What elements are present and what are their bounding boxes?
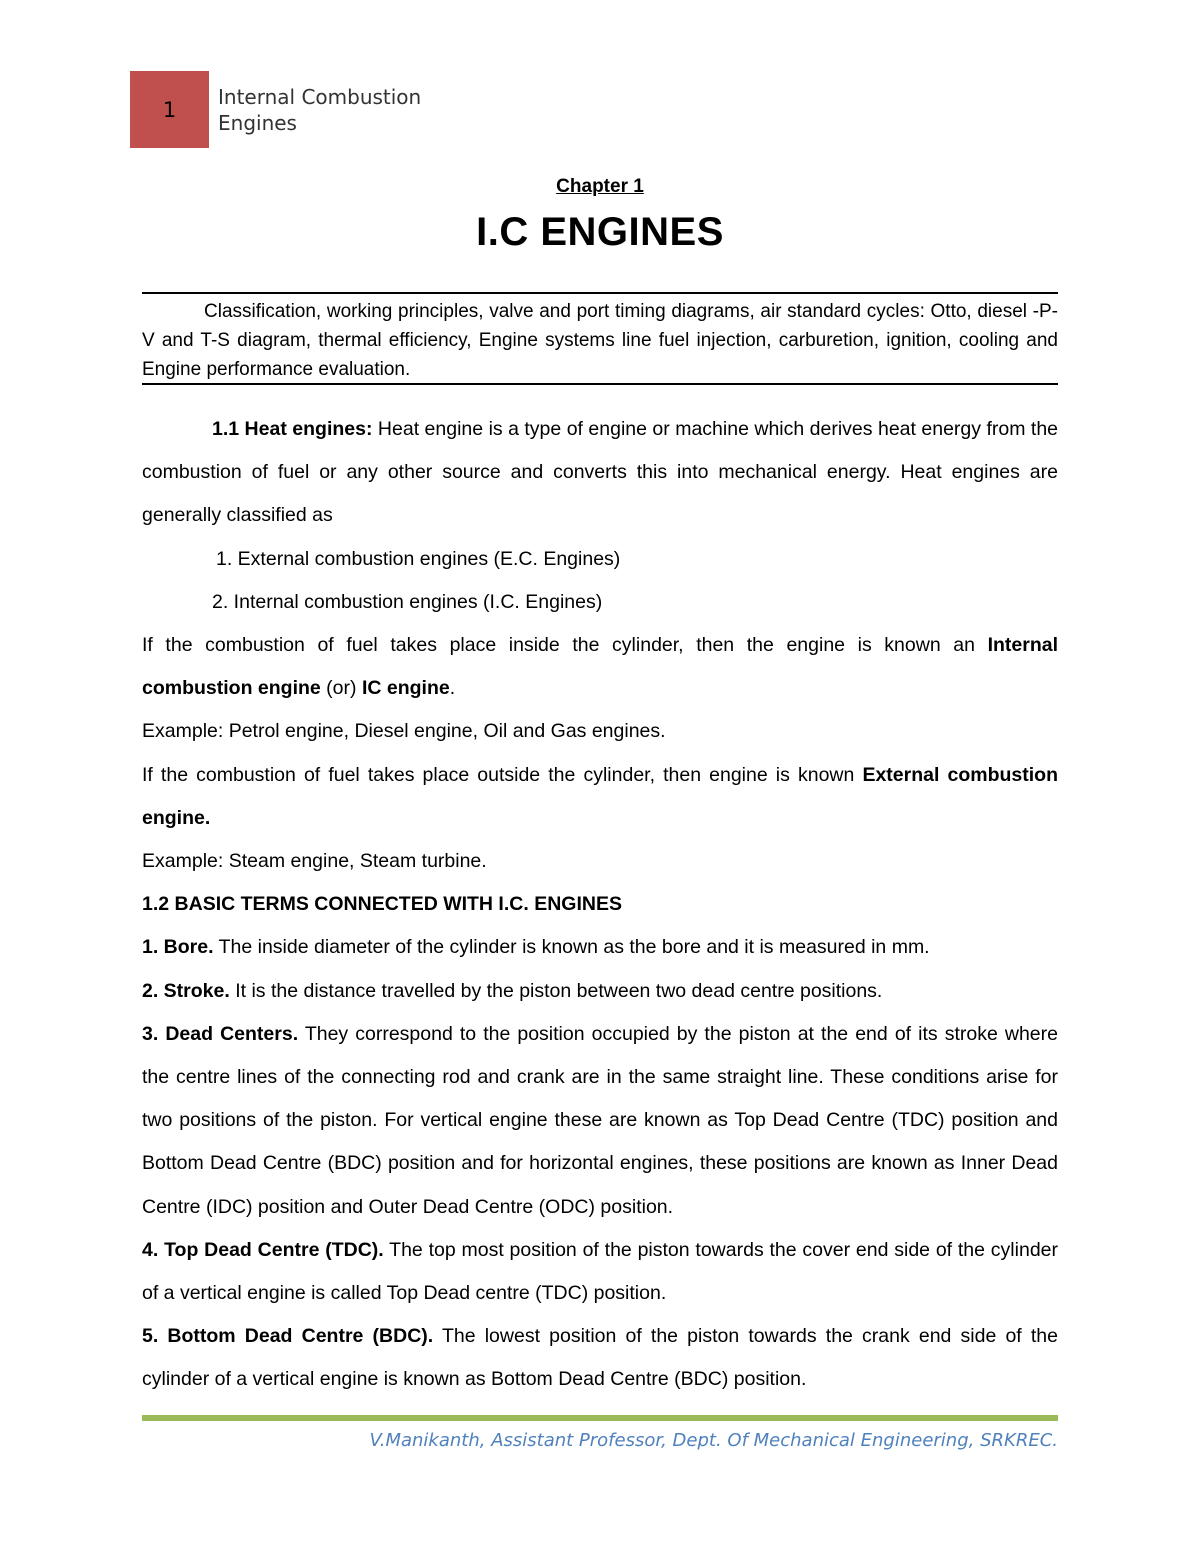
syllabus-summary: Classification, working principles, valve and port timing diagrams, air standard cycles: Otto, diesel -P-V and T-S diagram, thermal efficiency, Engine systems line fuel injection, carburetion, ignition, cooling and Engine performance evaluation. bbox=[142, 301, 1058, 380]
list-item: 1. External combustion engines (E.C. Engines) bbox=[216, 547, 621, 570]
term-label: 3. Dead Centers. bbox=[142, 1022, 299, 1045]
ec-definition-paragraph bbox=[142, 754, 1058, 840]
ic-example: Example: Petrol engine, Diesel engine, Oil and Gas engines. bbox=[142, 720, 666, 743]
basic-terms-heading bbox=[142, 883, 1058, 926]
header-title-line1: Internal Combustion bbox=[218, 85, 422, 109]
footer-author-credit: V.Manikanth, Assistant Professor, Dept. Of Mechanical Engineering, SRKREC. bbox=[369, 1430, 1058, 1451]
term-label: 1. Bore. bbox=[142, 936, 214, 959]
ic-definition-paragraph bbox=[142, 624, 1058, 710]
ic-def-text: If the combustion of fuel takes place inside the cylinder, then the engine is known an bbox=[142, 634, 988, 657]
term-label: 4. Top Dead Centre (TDC). bbox=[142, 1238, 384, 1261]
syllabus-top-rule bbox=[142, 292, 1058, 294]
heat-engines-text: Heat engine is a type of engine or machine which derives heat energy from the combustion of fuel or any other source and converts this into mechanical energy. Heat engines are generally classified as bbox=[142, 418, 1059, 527]
body-content bbox=[142, 408, 1058, 1402]
ec-example: Example: Steam engine, Steam turbine. bbox=[142, 850, 487, 873]
page-number: 1 bbox=[162, 97, 177, 122]
header-title-line2: Engines bbox=[218, 111, 297, 135]
ec-def-text: If the combustion of fuel takes place outside the cylinder, then engine is known bbox=[142, 763, 863, 786]
term-text: They correspond to the position occupied by the piston at the end of its stroke where the centre lines of the connecting rod and crank are in the same straight line. These conditions arise for two positions of the piston. For vertical engine these are known as Top Dead Centre (TDC) position and Bottom Dead Centre (BDC) position and for horizontal engines, these positions are known as Inner Dead Centre (IDC) position and Outer Dead Centre (ODC) position. bbox=[142, 1022, 1058, 1218]
list-item: 2. Internal combustion engines (I.C. Engines) bbox=[212, 590, 603, 613]
basic-terms-heading-text: 1.2 BASIC TERMS CONNECTED WITH I.C. ENGINES bbox=[142, 893, 622, 916]
term-label: 5. Bottom Dead Centre (BDC). bbox=[142, 1325, 434, 1348]
term-label: 2. Stroke. bbox=[142, 979, 230, 1002]
ic-def-bold1: Internal combustion engine bbox=[142, 634, 1058, 700]
term-text: The top most position of the piston towards the cover end side of the cylinder of a vertical engine is called Top Dead centre (TDC) position. bbox=[142, 1238, 1059, 1305]
syllabus-bottom-rule bbox=[142, 383, 1058, 385]
heat-engines-heading: 1.1 Heat engines: bbox=[212, 418, 373, 440]
term-dead-centers bbox=[142, 1013, 1058, 1229]
term-bdc bbox=[142, 1315, 1058, 1401]
term-bore bbox=[142, 926, 1058, 969]
footer-rule bbox=[142, 1415, 1058, 1421]
ic-def-end: . bbox=[449, 677, 456, 700]
chapter-label: Chapter 1 bbox=[556, 176, 644, 197]
ec-def-bold: External combustion engine. bbox=[142, 763, 1059, 829]
ic-def-bold2: IC engine bbox=[361, 677, 450, 700]
heat-engines-paragraph bbox=[142, 408, 1058, 538]
page-number-badge bbox=[130, 71, 209, 148]
running-header-title bbox=[218, 84, 478, 136]
ic-def-mid: (or) bbox=[320, 677, 362, 700]
term-text: The inside diameter of the cylinder is known as the bore and it is measured in mm. bbox=[213, 936, 930, 959]
term-stroke bbox=[142, 970, 1058, 1013]
page-title: I.C ENGINES bbox=[476, 210, 724, 254]
term-text: It is the distance travelled by the piston between two dead centre positions. bbox=[229, 979, 883, 1002]
term-text: The lowest position of the piston towards the crank end side of the cylinder of a vertical engine is known as Bottom Dead Centre (BDC) position. bbox=[142, 1325, 1058, 1391]
term-tdc bbox=[142, 1229, 1058, 1315]
